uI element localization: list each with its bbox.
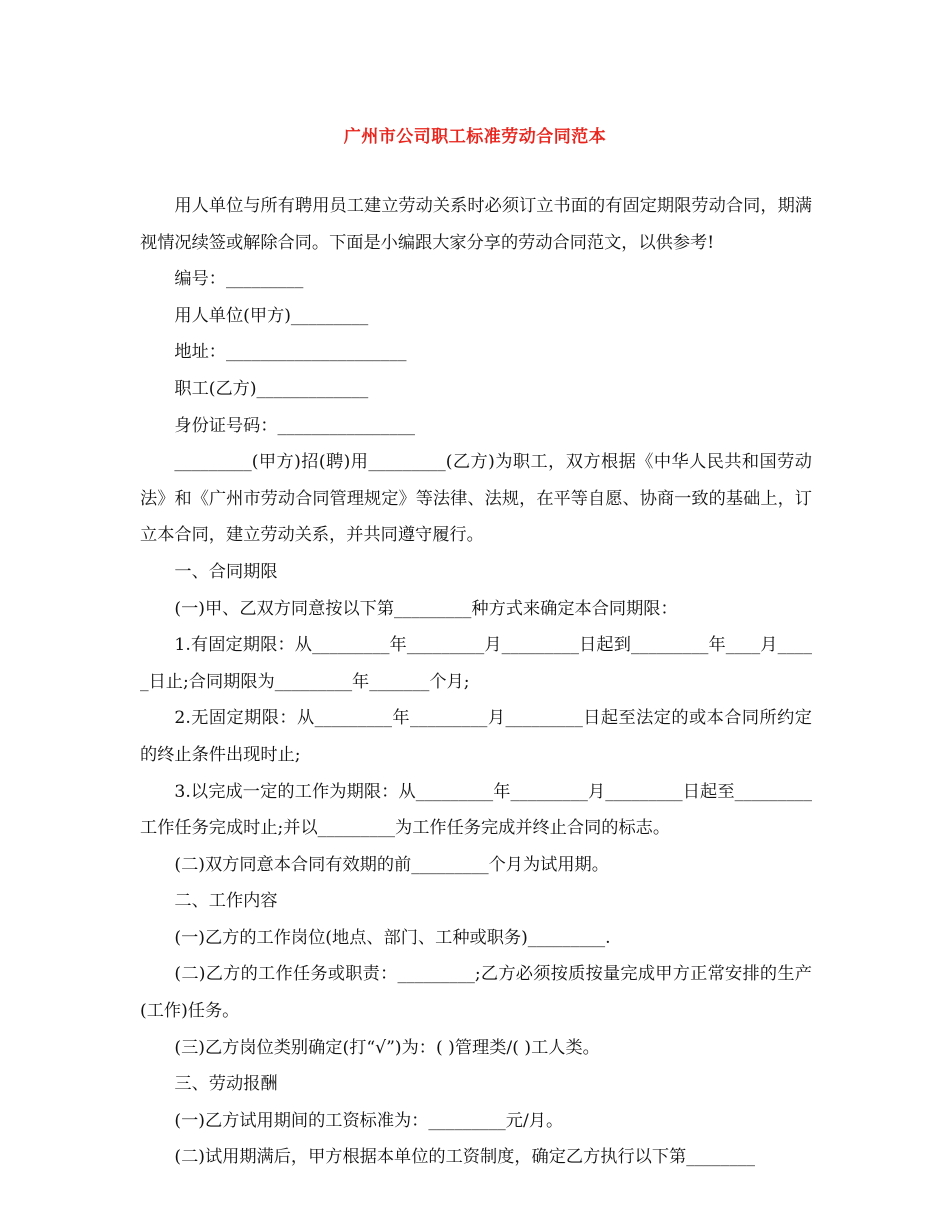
clause-work-post: (一)乙方的工作岗位(地点、部门、工种或职务)_________. [174,927,611,948]
clause-task-term: 3.以完成一定的工作为期限：从_________年_________月_________日起至_________工作任务完成时止;并以_________为工作任务完成并终止合同的标志。 [140,781,812,839]
clause-probation-pay: (一)乙方试用期间的工资标准为：_________元/月。 [174,1110,564,1131]
clause-work-duties: (二)乙方的工作任务或职责：_________;乙方必须按质按量完成甲方正常安排的生产(工作)任务。 [140,964,812,1022]
paragraph-preamble: _________(甲方)招(聘)用_________(乙方)为职工，双方根据《中华人民共和国劳动法》和《广州市劳动合同管理规定》等法律、法规，在平等自愿、协商一致的基础上，订立本合同，建立劳动关系，并共同遵守履行。 [140,452,812,546]
section-heading-term: 一、合同期限 [174,561,278,582]
field-employer: 用人单位(甲方)_________ [174,305,369,326]
paragraph-intro: 用人单位与所有聘用员工建立劳动关系时必须订立书面的有固定期限劳动合同，期满视情况续签或解除合同。下面是小编跟大家分享的劳动合同范文，以供参考! [140,196,812,253]
clause-open-term: 2.无固定期限：从_________年_________月_________日起至法定的或本合同所约定的终止条件出现时止; [140,708,812,765]
document-title: 广州市公司职工标准劳动合同范本 [343,127,607,147]
clause-term-method: (一)甲、乙双方同意按以下第_________种方式来确定本合同期限： [174,598,678,619]
clause-post-category: (三)乙方岗位类别确定(打“√”)为：( )管理类/( )工人类。 [174,1037,600,1058]
field-id-number: 身份证号码：________________ [174,415,416,436]
clause-probation: (二)双方同意本合同有效期的前_________个月为试用期。 [174,854,609,875]
clause-fixed-term: 1.有固定期限：从_________年_________月_________日起到_________年____月_____日止;合同期限为_________年_______个月; [140,635,812,692]
document-body [140,188,812,1176]
section-heading-work: 二、工作内容 [174,891,278,912]
clause-post-probation-pay: (二)试用期满后，甲方根据本单位的工资制度，确定乙方执行以下第________ [174,1147,755,1168]
field-employee: 职工(乙方)_____________ [174,378,369,399]
field-address: 地址：_____________________ [174,342,407,363]
section-heading-pay: 三、劳动报酬 [174,1074,278,1095]
field-number: 编号：_________ [174,269,304,290]
